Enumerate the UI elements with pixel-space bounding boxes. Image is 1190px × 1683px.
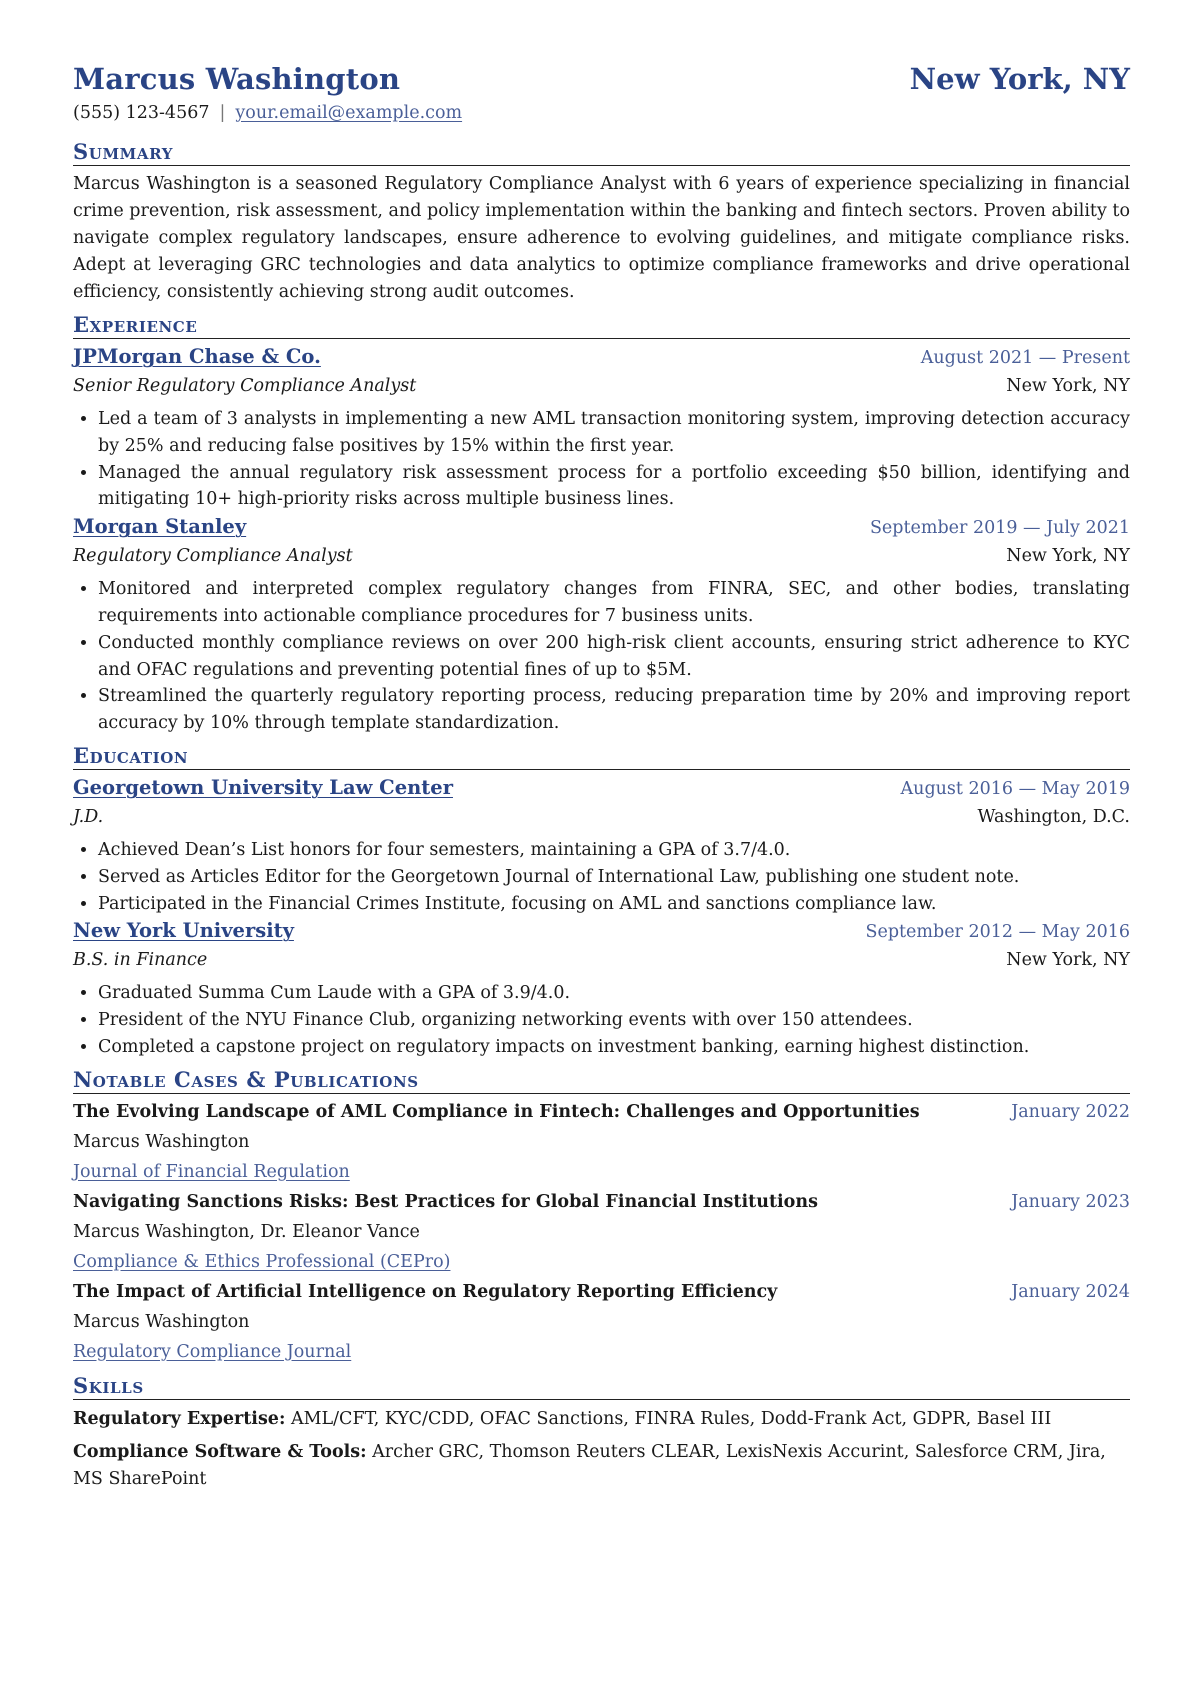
publication-authors: Marcus Washington, Dr. Eleanor Vance xyxy=(73,1221,420,1242)
skill-row xyxy=(73,1439,1130,1493)
achievement-list xyxy=(73,406,1130,513)
candidate-name: Marcus Washington xyxy=(73,62,401,96)
education-entry xyxy=(73,917,1130,1060)
section-title-skills: Skills xyxy=(73,1373,1130,1400)
education-entry xyxy=(73,774,1130,917)
education-dates: September 2012 — May 2016 xyxy=(865,922,1130,943)
achievement-item: • Streamlined the quarterly regulatory reporting process, reducing preparation time by 20% and improving report accuracy by 10% through template standardization. xyxy=(98,683,1130,737)
degree: B.S. in Finance xyxy=(73,950,208,971)
contact-separator: | xyxy=(219,103,226,123)
honors-item: • Participated in the Financial Crimes Institute, focusing on AML and sanctions compliance law. xyxy=(98,891,1130,918)
job-title: Senior Regulatory Compliance Analyst xyxy=(73,376,417,396)
school-location: New York, NY xyxy=(1006,950,1130,971)
publication-title: The Evolving Landscape of AML Compliance in Fintech: Challenges and Opportunities xyxy=(73,1101,920,1122)
achievement-item: • Managed the annual regulatory risk assessment process for a portfolio exceeding $50 billion, identifying and mitigating 10+ high-priority risks across multiple business lines. xyxy=(98,460,1130,514)
employment-dates: September 2019 — July 2021 xyxy=(869,518,1130,539)
publication-date: January 2024 xyxy=(1011,1281,1130,1302)
job-location: New York, NY xyxy=(1006,376,1130,396)
honors-item: • Completed a capstone project on regulatory impacts on investment banking, earning highest distinction. xyxy=(98,1034,1130,1061)
publication-authors: Marcus Washington xyxy=(73,1131,250,1152)
publication-date: January 2022 xyxy=(1011,1101,1130,1122)
employer-link[interactable]: Morgan Stanley xyxy=(73,515,247,539)
skill-row xyxy=(73,1406,1130,1433)
education-dates: August 2016 — May 2019 xyxy=(900,778,1130,799)
experience-entry xyxy=(73,343,1130,513)
honors-item: • Graduated Summa Cum Laude with a GPA of 3.9/4.0. xyxy=(98,980,1130,1007)
honors-item: • Served as Articles Editor for the Georgetown Journal of International Law, publishing one student note. xyxy=(98,864,1130,891)
publication-title: Navigating Sanctions Risks: Best Practices for Global Financial Institutions xyxy=(73,1191,818,1212)
section-title-publications: Notable Cases & Publications xyxy=(73,1067,1130,1094)
summary-section xyxy=(73,139,1130,306)
honors-list xyxy=(73,837,1130,917)
publication-venue-link[interactable]: Compliance & Ethics Professional (CEPro) xyxy=(73,1251,451,1272)
resume-header xyxy=(73,62,1130,96)
school-link[interactable]: New York University xyxy=(73,919,294,943)
experience-section xyxy=(73,312,1130,737)
publication-title: The Impact of Artificial Intelligence on Regulatory Reporting Efficiency xyxy=(73,1281,778,1302)
education-section xyxy=(73,743,1130,1061)
achievement-item: • Led a team of 3 analysts in implementing a new AML transaction monitoring system, improving detection accuracy by 25% and reducing false positives by 15% within the first year. xyxy=(98,406,1130,460)
publication-date: January 2023 xyxy=(1011,1191,1130,1212)
publication-item xyxy=(73,1187,1130,1277)
achievement-item: • Conducted monthly compliance reviews on over 200 high-risk client accounts, ensuring strict adherence to KYC and OFAC regulations and preventing potential fines of up to $5M. xyxy=(98,630,1130,684)
publication-item xyxy=(73,1097,1130,1187)
achievement-item: • Monitored and interpreted complex regulatory changes from FINRA, SEC, and other bodies, translating requirements into actionable compliance procedures for 7 business units. xyxy=(98,576,1130,630)
publications-section xyxy=(73,1067,1130,1367)
school-location: Washington, D.C. xyxy=(977,806,1130,827)
resume-page xyxy=(73,62,1130,1493)
publication-item xyxy=(73,1277,1130,1367)
skill-values: Archer GRC, Thomson Reuters CLEAR, LexisNexis Accurint, Salesforce CRM, Jira, MS SharePoint xyxy=(73,1441,1106,1489)
summary-text: Marcus Washington is a seasoned Regulatory Compliance Analyst with 6 years of experience specializing in financial crime prevention, risk assessment, and policy implementation within the banking and fintech sectors. Proven ability to navigate complex regulatory landscapes, ensure adherence to evolving guidelines, and mitigate compliance risks. Adept at leveraging GRC technologies and data analytics to optimize compliance frameworks and drive operational efficiency, consistently achieving strong audit outcomes. xyxy=(73,174,1130,302)
school-link[interactable]: Georgetown University Law Center xyxy=(73,775,453,799)
achievement-list xyxy=(73,576,1130,737)
job-title: Regulatory Compliance Analyst xyxy=(73,546,353,567)
publication-venue-link[interactable]: Journal of Financial Regulation xyxy=(73,1161,350,1182)
section-title-experience: Experience xyxy=(73,312,1130,339)
employment-dates: August 2021 — Present xyxy=(920,348,1130,368)
section-title-education: Education xyxy=(73,743,1130,770)
job-location: New York, NY xyxy=(1006,546,1130,567)
skill-category: Regulatory Expertise: xyxy=(73,1408,286,1429)
honors-list xyxy=(73,980,1130,1060)
candidate-location: New York, NY xyxy=(909,62,1130,96)
section-title-summary: Summary xyxy=(73,139,1130,166)
employer-link[interactable]: JPMorgan Chase & Co. xyxy=(73,345,321,368)
phone-number: (555) 123-4567 xyxy=(73,103,210,123)
honors-item: • Achieved Dean’s List honors for four semesters, maintaining a GPA of 3.7/4.0. xyxy=(98,837,1130,864)
publication-venue-link[interactable]: Regulatory Compliance Journal xyxy=(73,1341,352,1362)
degree: J.D. xyxy=(73,806,104,827)
skills-section xyxy=(73,1373,1130,1493)
publication-authors: Marcus Washington xyxy=(73,1311,250,1332)
skill-category: Compliance Software & Tools: xyxy=(73,1441,367,1462)
email-link[interactable]: your.email@example.com xyxy=(235,103,463,123)
contact-line xyxy=(73,103,1130,123)
honors-item: • President of the NYU Finance Club, organizing networking events with over 150 attendees. xyxy=(98,1007,1130,1034)
experience-entry xyxy=(73,513,1130,737)
skill-values: AML/CFT, KYC/CDD, OFAC Sanctions, FINRA Rules, Dodd-Frank Act, GDPR, Basel III xyxy=(290,1408,1052,1429)
